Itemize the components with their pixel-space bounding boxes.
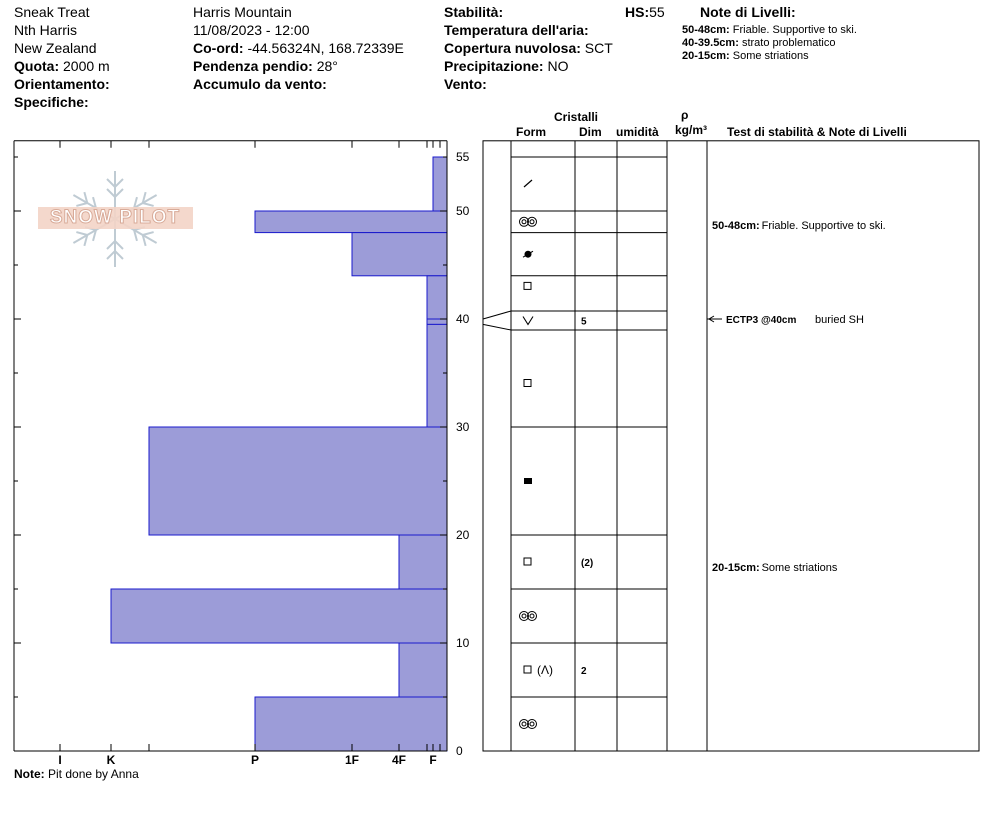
rho-header: ρ [681, 108, 689, 122]
hardness-tick-label: P [250, 753, 260, 767]
hardness-bar [255, 211, 447, 233]
round-grain-inner [530, 722, 534, 726]
surface-hoar-grain-icon [523, 317, 533, 325]
depth-label: 50 [456, 204, 470, 218]
header-note-range: 50-48cm: [682, 24, 730, 36]
slash-grain-icon [524, 180, 532, 187]
depth-label: 10 [456, 636, 470, 650]
cloud-cover-label: Copertura nuvolosa: [444, 40, 581, 56]
header-note-text: strato problematico [741, 37, 836, 49]
hardness-tick-label: 1F [344, 753, 360, 767]
slope-value: 28° [316, 58, 338, 74]
hardness-bar [427, 324, 447, 427]
header-note-range: 40-39.5cm: [682, 37, 739, 49]
footer-note-label: Note: [14, 767, 45, 781]
square-grain-icon [524, 282, 531, 289]
rounds-grain-icon [520, 612, 537, 621]
mountain-name: Harris Mountain [193, 4, 292, 20]
precip-label: Precipitazione: [444, 58, 544, 74]
hardness-tick-label: I [58, 753, 62, 767]
elevation-label: Quota: [14, 58, 60, 74]
slope-label: Pendenza pendio: [193, 58, 313, 74]
hardness-bar [399, 643, 447, 697]
facet-square [524, 380, 531, 387]
layer-note-text: Friable. Supportive to ski. [761, 220, 886, 232]
hardness-bar [111, 589, 447, 643]
snowpilot-logo-text: SNOW PILOT [49, 207, 181, 228]
facet-square [524, 666, 531, 673]
grain-size-value: 2 [581, 666, 587, 677]
round-grain-inner [522, 220, 526, 224]
precip-value: NO [547, 58, 569, 74]
melt-freeze-grain-icon [523, 251, 533, 258]
round-grain-inner [522, 614, 526, 618]
location-name: Sneak Treat [14, 4, 90, 20]
cloud-cover-value: SCT [584, 40, 613, 56]
wind-label: Vento: [444, 76, 487, 92]
square-hoar-grain-icon [524, 663, 553, 677]
hs-value: 55 [649, 4, 665, 20]
header-note-text: Some striations [732, 50, 809, 62]
coordinates-label: Co-ord: [193, 40, 244, 56]
crystals-header: Cristalli [554, 110, 599, 124]
depth-label: 0 [456, 744, 463, 758]
hardness-bar [255, 697, 447, 751]
precip-particle-stroke [524, 180, 532, 187]
hs-label: HS: [625, 4, 650, 20]
specifics-label: Specifiche: [14, 94, 89, 110]
footer-note-text: Pit done by Anna [48, 767, 139, 781]
header-note-text: Friable. Supportive to ski. [732, 24, 857, 36]
round-grain-inner [530, 614, 534, 618]
layer-note-range: 50-48cm: [712, 220, 760, 232]
density-unit-header: kg/m³ [675, 123, 708, 137]
stability-test-note: buried SH [815, 314, 864, 326]
depth-label: 55 [456, 150, 470, 164]
hardness-bar [399, 535, 447, 589]
hardness-bar [352, 233, 447, 276]
boundary-connector [483, 324, 511, 330]
boundary-connector [483, 311, 511, 319]
facet-square [524, 282, 531, 289]
filled-square [524, 478, 532, 484]
layer-note-range: 20-15cm: [712, 562, 760, 574]
surface-hoar-v [523, 317, 533, 325]
aspect-label: Orientamento: [14, 76, 110, 92]
stability-notes-header: Test di stabilità & Note di Livelli [727, 125, 907, 139]
form-header: Form [516, 125, 546, 139]
square-grain-icon [524, 558, 531, 565]
depth-label: 40 [456, 312, 470, 326]
facet-square [524, 558, 531, 565]
grain-size-value: (2) [581, 558, 594, 569]
rounds-grain-icon [520, 217, 537, 226]
dim-header: Dim [579, 125, 602, 139]
wind-loading-label: Accumulo da vento: [193, 76, 327, 92]
square-grain-icon [524, 380, 531, 387]
rounds-grain-icon [520, 720, 537, 729]
grain-size-value: 5 [581, 316, 587, 328]
footer-note [14, 767, 139, 781]
humidity-header: umidità [616, 125, 659, 139]
hardness-tick-label: 4F [391, 753, 407, 767]
round-grain-inner [522, 722, 526, 726]
filled-square-grain-icon [524, 478, 532, 484]
layer-note-text: Some striations [761, 562, 838, 574]
area-name: Nth Harris [14, 22, 78, 38]
depth-hoar-bracket: (Λ) [537, 663, 554, 677]
header-note-range: 20-15cm: [682, 50, 730, 62]
country-name: New Zealand [14, 40, 97, 56]
hardness-bar [427, 319, 447, 324]
stability-test-result: ECTP3 @40cm [726, 315, 797, 326]
depth-label: 30 [456, 420, 470, 434]
air-temp-label: Temperatura dell'aria: [444, 22, 589, 38]
hardness-bar [433, 157, 447, 211]
hardness-tick-label: K [106, 753, 116, 767]
coordinates-value: -44.56324N, 168.72339E [247, 40, 404, 56]
observation-datetime: 11/08/2023 - 12:00 [193, 22, 310, 38]
hardness-bar [149, 427, 447, 535]
hardness-bar [427, 276, 447, 319]
elevation-value: 2000 m [63, 58, 110, 74]
depth-label: 20 [456, 528, 470, 542]
round-grain-inner [530, 220, 534, 224]
stability-label: Stabilità: [444, 4, 504, 20]
layer-notes-title: Note di Livelli: [700, 4, 796, 20]
hardness-tick-label: F [429, 753, 437, 767]
